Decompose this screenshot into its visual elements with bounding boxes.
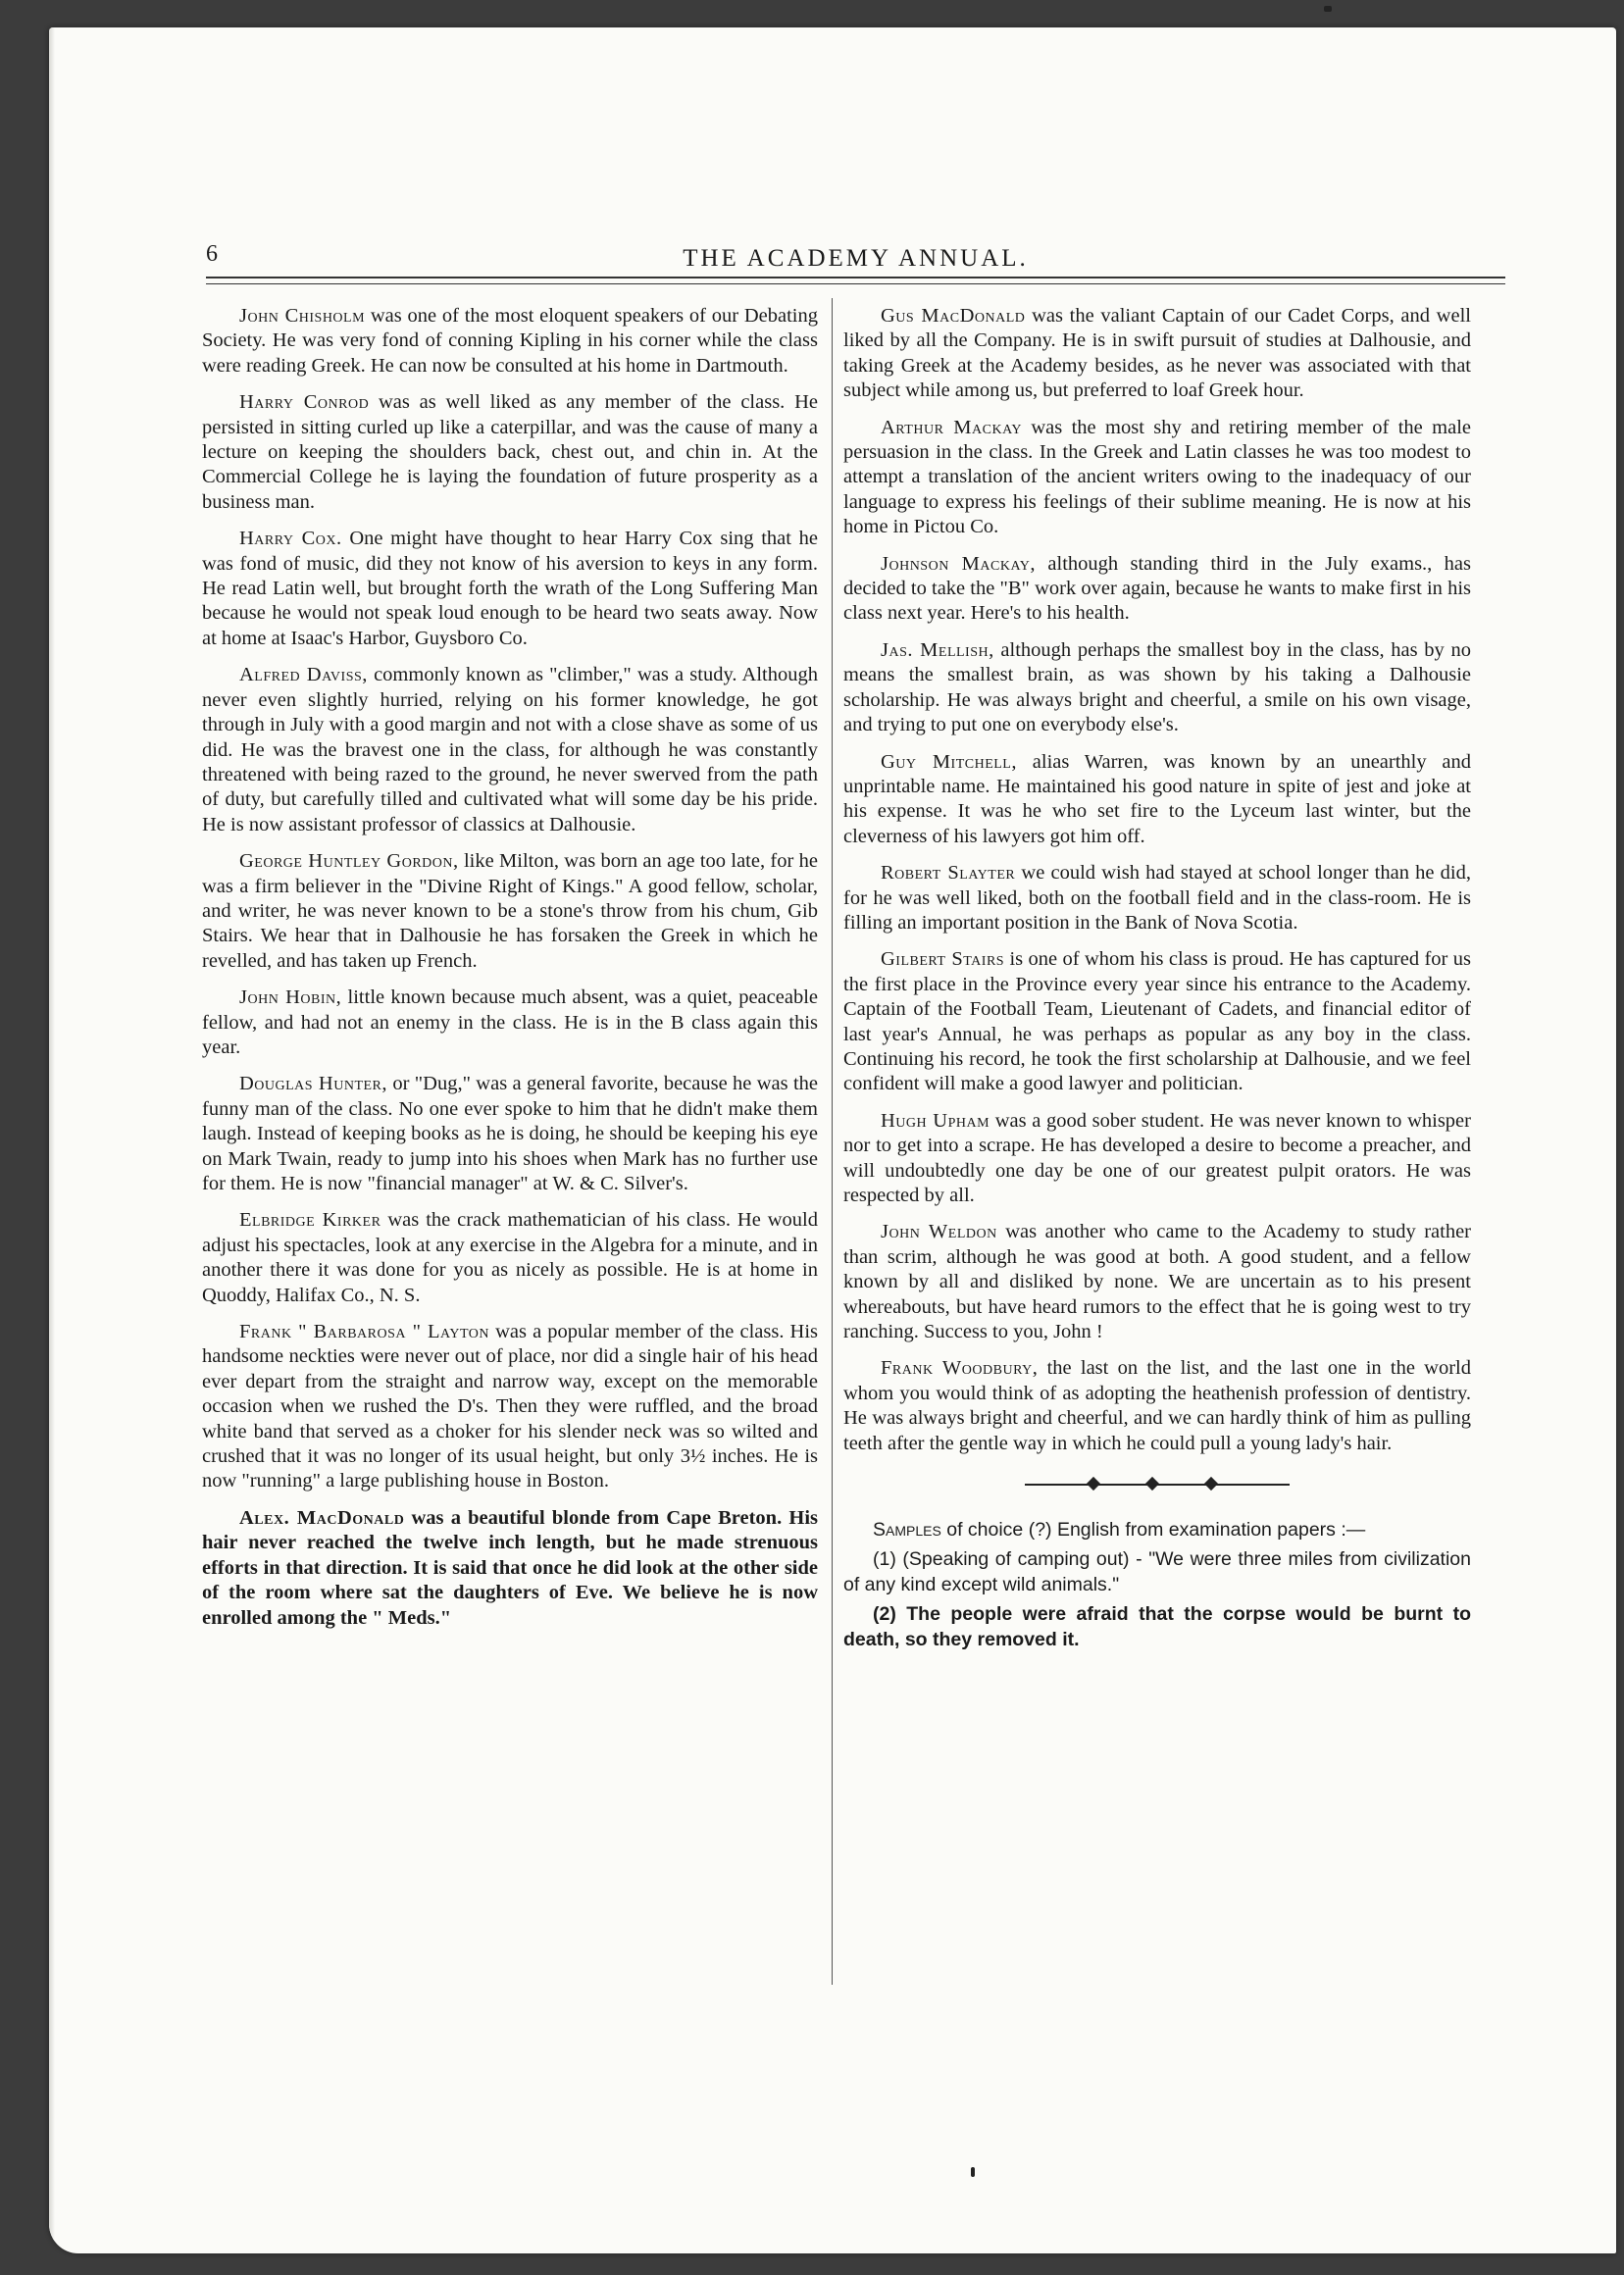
entry-text: or "Dug," was a general favorite, because he was the funny man of the class. No one ever spoke to him that he didn't make them laugh. Instead of keeping books as he is doing, he should be keeping his eye on Mark Twain, ready to jump into his shoes when Mark has no further use for them. He is now "financial manager" at W. & C. Silver's. [202, 1073, 818, 1194]
student-name: George Huntley Gordon, [239, 850, 459, 873]
ink-speck [1324, 6, 1332, 12]
entry-text: although standing third in the July exams., has decided to take the "B" work over again, because he wants to make first in his class next year. Here's to his health. [843, 552, 1471, 625]
student-name: Harry Cox. [239, 528, 342, 550]
entry-paragraph [202, 1320, 818, 1494]
sample-item: (2) The people were afraid that the corpse would be burnt to death, so they removed it. [843, 1603, 1471, 1651]
entry-paragraph [202, 527, 818, 651]
student-name: Arthur Mackay [881, 416, 1022, 438]
entry-paragraph [202, 304, 818, 379]
entry-text: was another who came to the Academy to study rather than scrim, although he was good at both. A good student, and a fellow known by all and disliked by none. We are uncertain as to his present whereabouts, but have heard rumors to the effect that he is going west to try ranching. Success to you, John ! [843, 1221, 1472, 1343]
student-name: Frank Woodbury, [881, 1357, 1039, 1380]
entry-paragraph [202, 849, 818, 974]
entry-text: like Milton, was born an age too late, for he was a firm believer in the "Divine Right of Kings." A good fellow, scholar, and writer, he was never known to be a stone's throw from his chum, Gib Stairs. We hear that in Dalhousie he has forsaken the Greek in which he revelled, and has taken up French. [202, 850, 818, 972]
student-name: Johnson Mackay, [881, 552, 1037, 575]
ink-speck [971, 2167, 975, 2177]
ornament-diamond [1145, 1477, 1159, 1491]
student-name: Gus MacDonald [881, 305, 1026, 327]
ornament-divider [843, 1478, 1471, 1491]
header-rule-thin [206, 283, 1505, 284]
samples-title-rest: of choice (?) English from examination papers :— [940, 1519, 1366, 1542]
student-name: Jas. Mellish, [881, 638, 994, 661]
entry-paragraph [202, 1208, 818, 1308]
page-header [206, 241, 1505, 271]
ornament-diamond [1204, 1477, 1218, 1491]
entry-paragraph [843, 1220, 1471, 1344]
student-name: Gilbert Stairs [881, 948, 1005, 971]
entry-text: was a good sober student. He was never known to whisper nor to get into a scrape. He has developed a desire to become a preacher, and will undoubtedly one day be one of our greatest pulpit orators. He was respected by all. [843, 1109, 1471, 1206]
ornament-diamond [1087, 1477, 1100, 1491]
entry-text: alias Warren, was known by an unearthly and unprintable name. He maintained his good nature in spite of jest and joke at his expense. It was he who set fire to the Lyceum last winter, but the cleverness of his lawyers got him off. [843, 750, 1471, 847]
student-name: Harry Conrod [239, 391, 370, 414]
student-name: Robert Slayter [881, 862, 1016, 885]
entry-paragraph [202, 1506, 818, 1631]
entry-paragraph [843, 947, 1471, 1096]
entry-text: was a popular member of the class. His handsome neckties were never out of place, nor did a single hair of his head ever depart from the straight and narrow way, except on the memorable occasion when we rushed the D's. Then they were ruffled, and the broad white band that served as a choker for his slender neck was so wilted and crushed that it was no longer of its usual height, but only 3½ inches. He is now "running" a large publishing house in Boston. [202, 1321, 819, 1492]
entry-text: was one of the most eloquent speakers of our Debating Society. He was very fond of conning Kipling in his corner while the class were reading Greek. He can now be consulted at his home in Dartmouth. [202, 305, 819, 377]
student-name: Douglas Hunter, [239, 1073, 388, 1095]
student-name: Frank " Barbarosa " Layton [239, 1321, 490, 1343]
entry-text: is one of whom his class is proud. He has captured for us the first place in the Province every year since his entrance to the Academy. Captain of the Football Team, Lieutenant of Cadets, and financial editor of last year's Annual, he was perhaps as popular as any boy in the class. Continuing his record, he took the first scholarship at Dalhousie, and we feel confident will make a good lawyer and politician. [843, 948, 1471, 1095]
running-title: THE ACADEMY ANNUAL. [683, 245, 1029, 272]
entry-paragraph [202, 390, 818, 515]
header-rule-thick [206, 277, 1505, 278]
student-name: Alex. MacDonald [239, 1506, 405, 1529]
entry-paragraph [843, 552, 1471, 627]
entry-text: commonly known as "climber," was a study. Although never even slightly hurried, relying on his former knowledge, he got through in July with a good margin and not with a close shave as some of us did. He was the bravest one in the class, for although he was constantly threatened with being razed to the ground, he never swerved from the path of duty, but carefully tilled and cultivated what will some day be his pride. He is now assistant professor of classics at Dalhousie. [202, 664, 818, 835]
entry-text: One might have thought to hear Harry Cox sing that he was fond of music, did they not know of his aversion to keys in any form. He read Latin well, but brought forth the wrath of the Long Suffering Man because he would not speak loud enough to be heard two seats away. Now at home at Isaac's Harbor, Guysboro Co. [202, 528, 818, 649]
entry-paragraph [202, 663, 818, 837]
student-name: Hugh Upham [881, 1109, 990, 1132]
entry-text: although perhaps the smallest boy in the class, has by no means the smallest brain, as was shown by his taking a Dalhousie scholarship. He was always bright and cheerful, a smile on his own visage, and trying to put one on everybody else's. [843, 638, 1471, 736]
entry-text: we could wish had stayed at school longer than he did, for he was well liked, both on the football field and in the class-room. He is filling an important position in the Bank of Nova Scotia. [843, 862, 1471, 934]
page-number: 6 [206, 241, 218, 267]
entry-text: the last on the list, and the last one in the world whom you would think of as adopting the heathenish profession of dentistry. He was always bright and cheerful, and we can hardly think of him as pulling teeth after the gentle way in which he could pull a young lady's hair. [843, 1357, 1471, 1454]
entry-text: was a beautiful blonde from Cape Breton. His hair never reached the twelve inch length, but he made strenuous efforts in that direction. It is said that once he did look at the other side of the room where sat the daughters of Eve. We believe he is now enrolled among the " Meds." [202, 1506, 818, 1629]
entry-paragraph [202, 986, 818, 1060]
entry-paragraph [843, 304, 1471, 404]
student-name: Alfred Daviss, [239, 664, 368, 686]
entry-text: was the most shy and retiring member of the male persuasion in the class. In the Greek and Latin classes he was too modest to attempt a translation of the ancient writers owing to the inadequacy of our language to express his feelings of their sublime meaning. He is now at his home in Pictou Co. [843, 416, 1471, 538]
page-edge [49, 27, 55, 2253]
student-name: Elbridge Kirker [239, 1209, 381, 1232]
right-column [843, 304, 1471, 1656]
entry-paragraph [843, 416, 1471, 540]
entry-text: was as well liked as any member of the class. He persisted in sitting curled up like a caterpillar, and was the cause of many a lecture on keeping the shoulders back, chest out, and chin in. At the Commercial College he is laying the foundation of future prosperity as a business man. [202, 391, 818, 513]
entry-paragraph [843, 750, 1471, 850]
student-name: John Hobin, [239, 986, 342, 1009]
student-name: Guy Mitchell, [881, 750, 1017, 773]
entry-paragraph [202, 1072, 818, 1196]
samples-title: Samples [873, 1519, 941, 1542]
entry-paragraph [843, 1356, 1471, 1456]
student-name: John Chisholm [239, 305, 366, 327]
entry-paragraph [843, 861, 1471, 935]
entry-text: was the crack mathematician of his class. He would adjust his spectacles, look at any exercise in the Algebra for a minute, and in another there it was done for you as nicely as possible. He is at home in Quoddy, Halifax Co., N. S. [202, 1209, 818, 1306]
entry-text: was the valiant Captain of our Cadet Corps, and well liked by all the Company. He is in swift pursuit of studies at Dalhousie, and taking Greek at the Academy besides, as he never was associated with that subject while among us, but preferred to loaf Greek hour. [843, 305, 1471, 402]
student-name: John Weldon [881, 1221, 997, 1243]
samples-heading [843, 1517, 1471, 1542]
column-divider [832, 298, 833, 1985]
entry-paragraph [843, 638, 1471, 738]
entry-paragraph [843, 1109, 1471, 1209]
sample-item: (1) (Speaking of camping out) - "We were three miles from civilization of any kind except wild animals." [843, 1548, 1471, 1596]
entry-text: little known because much absent, was a quiet, peaceable fellow, and had not an enemy in the class. He is in the B class again this year. [202, 986, 818, 1058]
samples-section [843, 1517, 1471, 1652]
left-column [202, 304, 818, 1643]
